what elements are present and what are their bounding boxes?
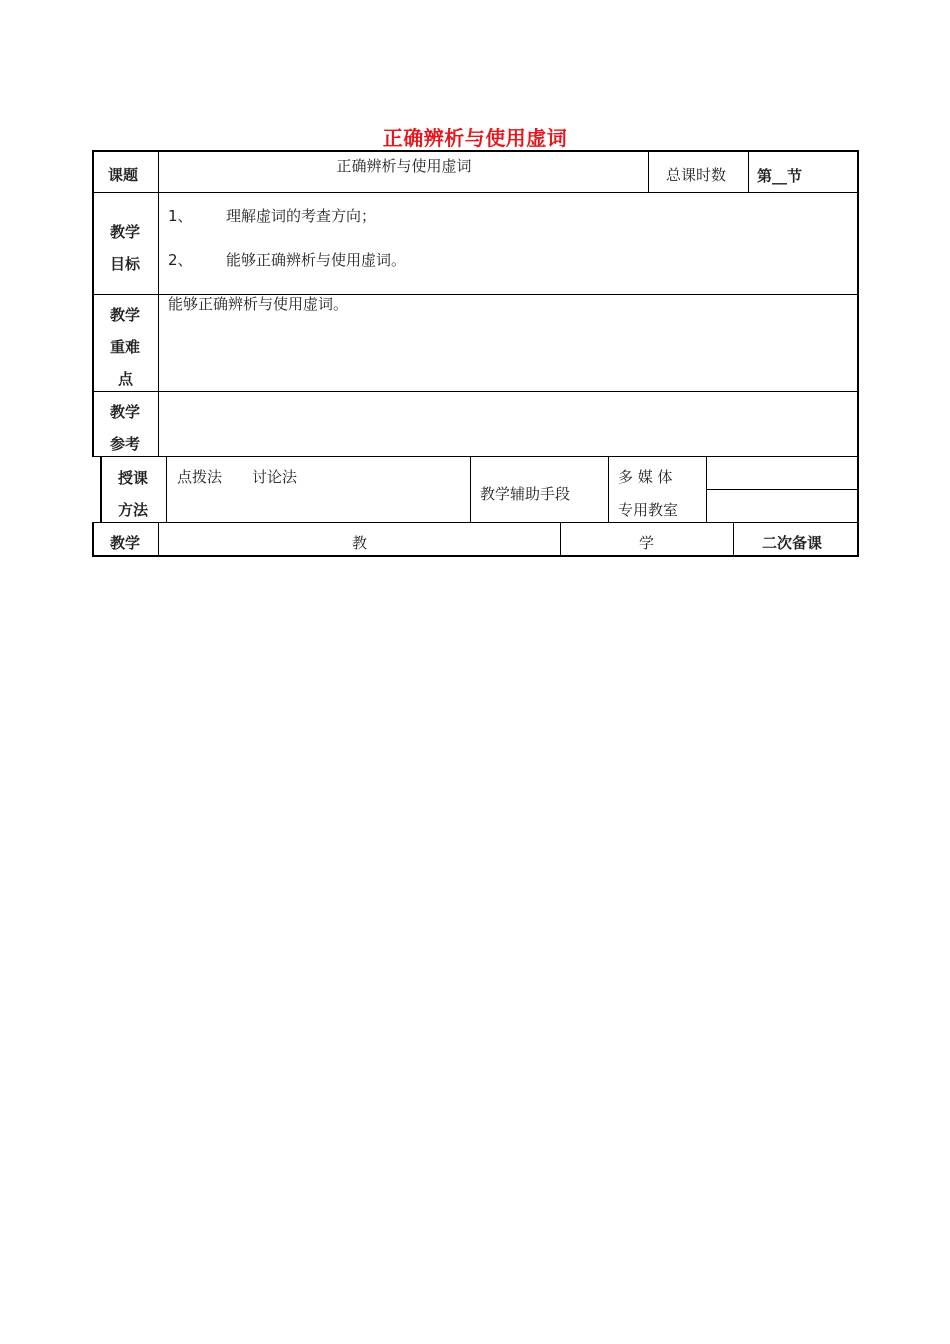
objective-1-text: 理解虚词的考查方向；: [226, 207, 377, 225]
key-points-text: 能够正确辨析与使用虚词。: [168, 295, 349, 313]
process-label: 教学: [110, 534, 141, 552]
method-label-line2: 方法: [118, 501, 149, 519]
objectives-label-line2: 目标: [110, 255, 141, 273]
objectives-label-line1: 教学: [110, 223, 141, 241]
document-title: 正确辨析与使用虚词: [382, 126, 568, 150]
topic-value: 正确辨析与使用虚词: [336, 157, 472, 175]
reference-label-line2: 参考: [110, 435, 141, 453]
classroom-label: 专用教室: [618, 501, 679, 519]
key-points-label-line1: 教学: [110, 306, 141, 324]
objective-1-number: 1、: [168, 207, 193, 225]
topic-label: 课题: [108, 166, 139, 184]
learn-column-header: 学: [639, 534, 655, 552]
method-label-line1: 授课: [118, 469, 149, 487]
teach-column-header: 教: [352, 534, 368, 552]
reference-label-line1: 教学: [110, 403, 141, 421]
key-points-label-line3: 点: [118, 370, 134, 388]
teaching-methods: 点拨法 讨论法: [177, 468, 298, 486]
key-points-label-line2: 重难: [110, 338, 141, 356]
second-prep-header: 二次备课: [762, 534, 823, 552]
section-number: 第__节: [757, 167, 803, 185]
multimedia-label: 多 媒 体: [618, 468, 673, 486]
total-hours-label: 总课时数: [666, 166, 727, 184]
objective-2-number: 2、: [168, 251, 193, 269]
teaching-aids-label: 教学辅助手段: [480, 485, 571, 503]
objective-2-text: 能够正确辨析与使用虚词。: [226, 251, 407, 269]
